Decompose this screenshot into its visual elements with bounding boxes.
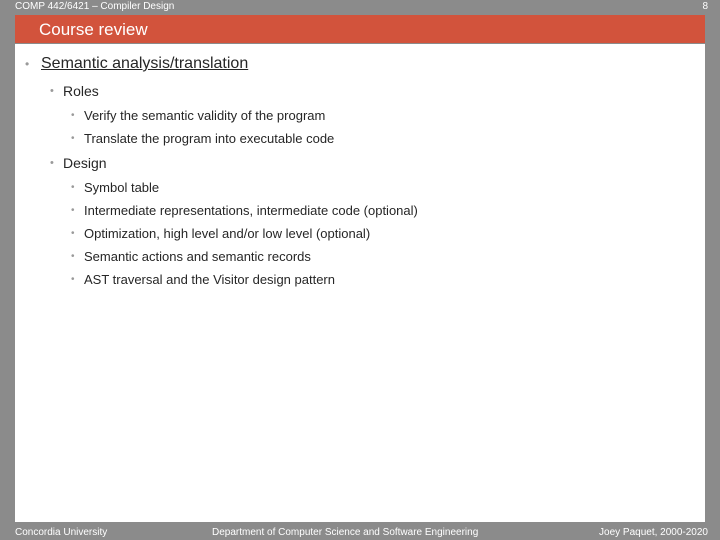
bullet-dot: • [71,133,75,144]
list-item-text: Semantic actions and semantic records [84,249,311,264]
section-label: Design [63,155,107,171]
bullet-dot: • [71,182,75,193]
footer-author: Joey Paquet, 2000-2020 [599,527,708,538]
list-item-text: Translate the program into executable code [84,131,335,146]
list-item [71,202,418,219]
list-item-text: Intermediate representations, intermediate code (optional) [84,203,418,218]
title-bar [15,15,705,43]
bullet-dot: • [50,85,54,97]
bullet-dot: • [71,251,75,262]
bullet-dot: • [50,157,54,169]
list-item-text: Symbol table [84,180,160,195]
list-item [71,271,335,288]
list-item [71,107,326,124]
section-bullet-roles [50,82,99,100]
bullet-dot: • [25,57,30,71]
slide-header [0,0,720,14]
footer-department: Department of Computer Science and Software Engineering [212,527,479,538]
list-item [71,130,335,147]
list-item-text: AST traversal and the Visitor design pattern [84,272,335,287]
course-code: COMP 442/6421 – Compiler Design [15,1,175,12]
list-item [71,248,311,265]
slide-title: Course review [39,20,148,39]
list-item [71,179,160,196]
footer-institution: Concordia University [15,527,108,538]
bullet-dot: • [71,228,75,239]
slide-footer [0,524,720,540]
section-label: Roles [63,83,99,99]
list-item [71,225,371,242]
bullet-dot: • [71,274,75,285]
bullet-dot: • [71,205,75,216]
topic-bullet [25,54,249,74]
list-item-text: Verify the semantic validity of the program [84,108,326,123]
page-number: 8 [702,1,708,12]
list-item-text: Optimization, high level and/or low level (optional) [84,226,371,241]
bullet-dot: • [71,110,75,121]
section-bullet-design [50,154,107,172]
topic-heading: Semantic analysis/translation [41,55,249,72]
slide-content [15,44,705,522]
